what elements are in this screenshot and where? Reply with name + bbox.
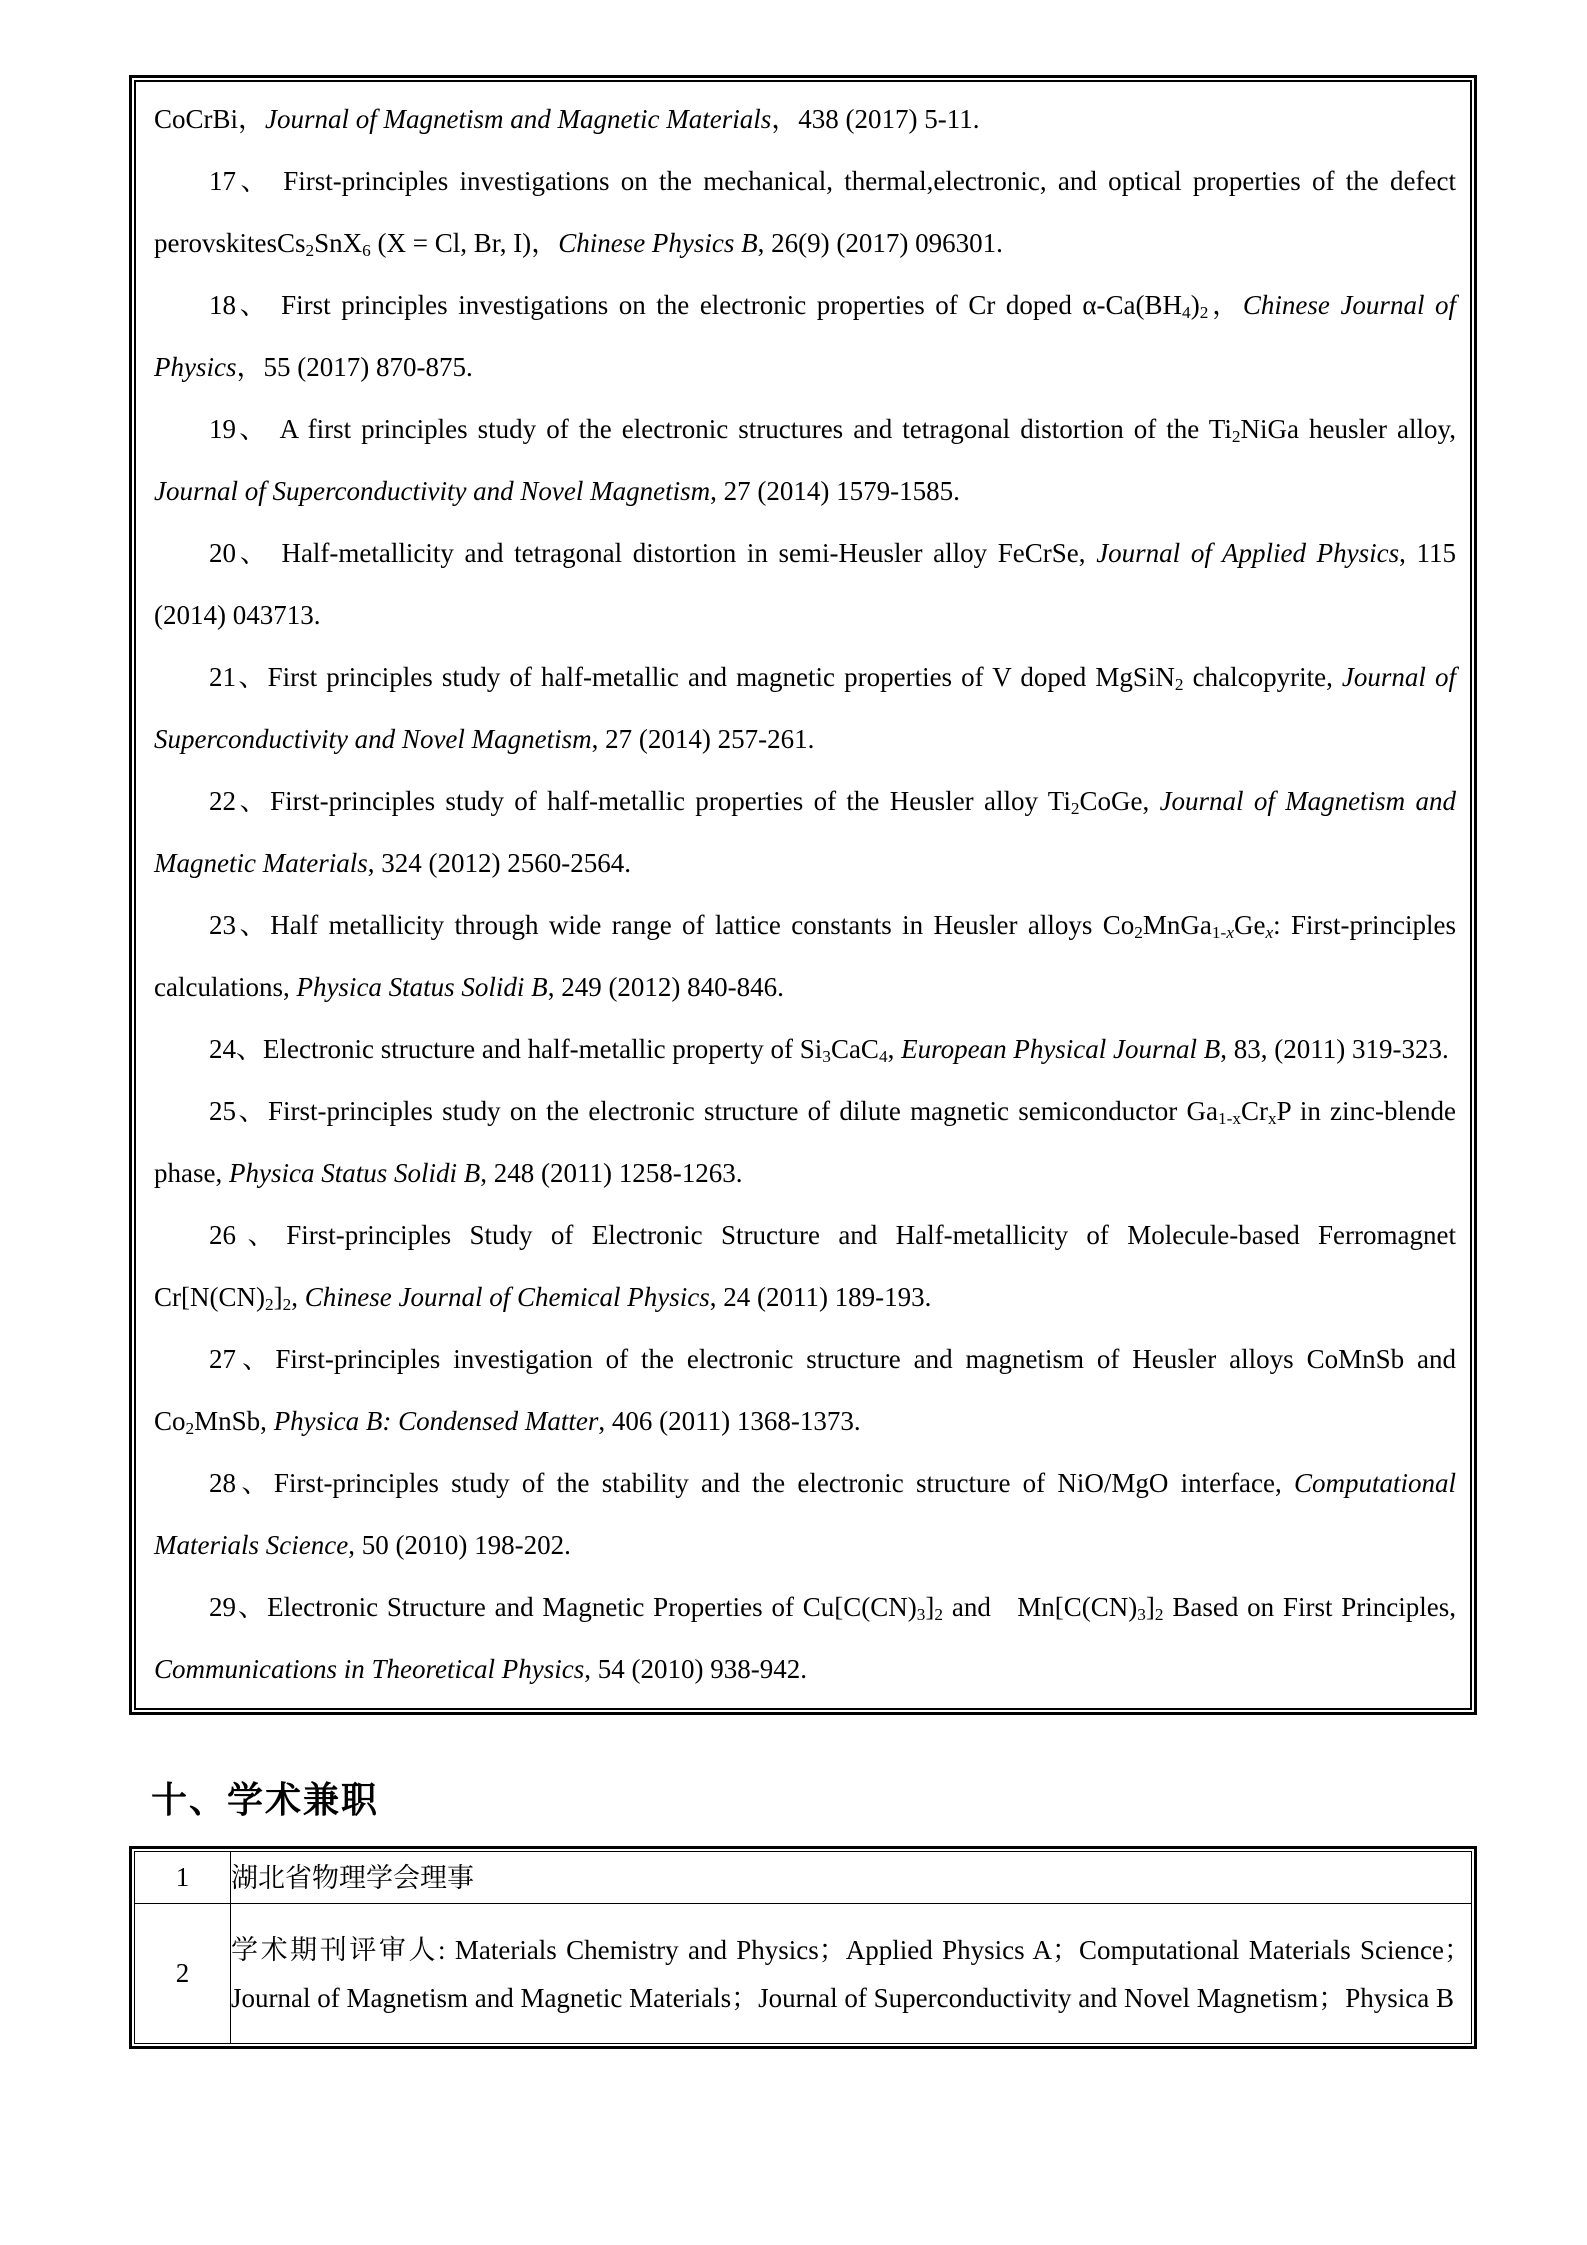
publications-box-inner — [134, 80, 1472, 1710]
publication-item-21: 21、First principles study of half-metallic and magnetic properties of V doped MgSiN2 chalcopyrite, Journal of Superconductivity and Novel Magnetism, 27 (2014) 257-261. — [154, 662, 1456, 754]
table-row — [135, 1904, 1472, 2044]
publication-item-28: 28、First-principles study of the stability and the electronic structure of NiO/MgO interface, Computational Materials Science, 50 (2010) 198-202. — [154, 1468, 1456, 1560]
publication-item-24: 24、Electronic structure and half-metallic property of Si3CaC4, European Physical Journal B, 83, (2011) 319-323. — [209, 1034, 1449, 1066]
publication-item-20: 20、 Half-metallicity and tetragonal distortion in semi-Heusler alloy FeCrSe, Journal of Applied Physics, 115 (2014) 043713. — [154, 538, 1456, 630]
publication-item-18: 18、 First principles investigations on the electronic properties of Cr doped α-Ca(BH4)2，Chinese Journal of Physics，55 (2017) 870-875. — [154, 290, 1456, 382]
publication-item-26: 26、First-principles Study of Electronic Structure and Half-metallicity of Molecule-based Ferromagnet Cr[N(CN)2]2, Chinese Journal of Chemical Physics, 24 (2011) 189-193. — [154, 1220, 1456, 1314]
section-heading: 十、学术兼职 — [151, 1780, 380, 1820]
positions-table — [129, 1846, 1477, 2049]
positions-table-grid — [134, 1851, 1472, 2044]
publication-item-27: 27、First-principles investigation of the electronic structure and magnetism of Heusler alloys CoMnSb and Co2MnSb, Physica B: Condensed Matter, 406 (2011) 1368-1373. — [154, 1344, 1456, 1438]
publication-item-25: 25、First-principles study on the electronic structure of dilute magnetic semiconductor Ga1-xCrxP in zinc-blende phase, Physica Status Solidi B, 248 (2011) 1258-1263. — [154, 1096, 1456, 1188]
publications-box — [129, 75, 1477, 1715]
table-row — [135, 1852, 1472, 1904]
row-text-cell: 学术期刊评审人: Materials Chemistry and Physics；Applied Physics A；Computational Materials Science；Journal of Magnetism and Magnetic Materials；Journal of Superconductivity and Novel Magnetism；Physica B — [231, 1904, 1472, 2044]
publication-item-22: 22、First-principles study of half-metallic properties of the Heusler alloy Ti2CoGe, Journal of Magnetism and Magnetic Materials, 324 (2012) 2560-2564. — [154, 786, 1456, 878]
publication-item-19: 19、 A first principles study of the electronic structures and tetragonal distortion of the Ti2NiGa heusler alloy, Journal of Superconductivity and Novel Magnetism, 27 (2014) 1579-1585. — [154, 414, 1456, 506]
row-text-cell: 湖北省物理学会理事 — [231, 1852, 1472, 1904]
row-number-cell: 2 — [135, 1904, 231, 2044]
publication-item-17: 17、 First-principles investigations on the mechanical, thermal,electronic, and optical properties of the defect perovskitesCs2SnX6 (X = Cl, Br, I)，Chinese Physics B, 26(9) (2017) 096301. — [154, 166, 1456, 260]
publication-continuation: CoCrBi，Journal of Magnetism and Magnetic Materials，438 (2017) 5-11. — [154, 104, 980, 134]
row-number-cell: 1 — [135, 1852, 231, 1904]
publication-item-23: 23、Half metallicity through wide range of lattice constants in Heusler alloys Co2MnGa1-xGex: First-principles calculations, Physica Status Solidi B, 249 (2012) 840-846. — [154, 910, 1457, 1002]
publication-item-29: 29、Electronic Structure and Magnetic Properties of Cu[C(CN)3]2 and Mn[C(CN)3]2 Based on First Principles, Communications in Theoretical Physics, 54 (2010) 938-942. — [154, 1592, 1456, 1684]
